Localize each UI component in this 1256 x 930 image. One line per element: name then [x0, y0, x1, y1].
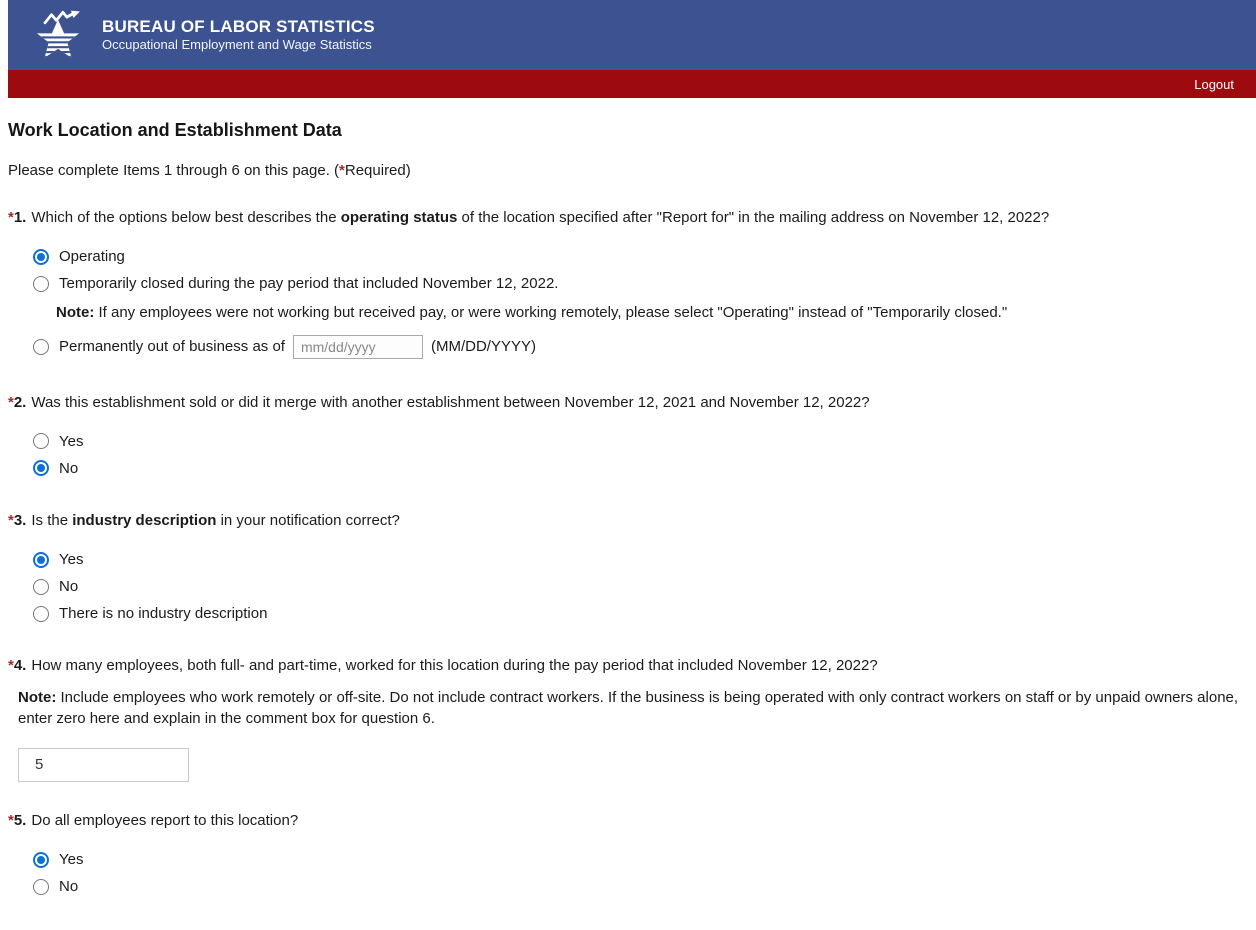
option-label: Yes — [59, 551, 84, 568]
question-2 — [8, 393, 1248, 482]
question-number: 5. — [13, 811, 27, 829]
option-label: Yes — [59, 851, 84, 868]
question-1-options — [8, 243, 1248, 363]
question-number: 4. — [13, 657, 27, 674]
date-format-hint: (MM/DD/YYYY) — [430, 338, 536, 355]
option-label: Yes — [59, 432, 84, 450]
q3-option-no[interactable] — [33, 573, 1248, 600]
note-label: Note: — [18, 689, 57, 707]
question-text-bold: operating status — [340, 209, 458, 226]
question-2-label — [8, 393, 1248, 413]
question-text-bold: industry description — [72, 511, 217, 529]
radio-button-icon[interactable] — [33, 276, 49, 292]
radio-button-icon[interactable] — [33, 339, 49, 355]
brand-subtitle: Occupational Employment and Wage Statistics — [102, 37, 372, 53]
question-4 — [8, 656, 1248, 782]
question-5-label — [8, 811, 1248, 831]
q5-option-yes[interactable] — [33, 846, 1248, 873]
question-number: 2. — [13, 393, 27, 411]
radio-button-icon[interactable] — [33, 552, 49, 568]
q1-note — [56, 303, 1248, 323]
required-asterisk: * — [8, 657, 14, 674]
option-label: No — [59, 459, 79, 477]
question-number: 3. — [13, 511, 27, 529]
required-asterisk: * — [339, 162, 345, 179]
q3-option-no-industry-description[interactable] — [33, 600, 1248, 627]
question-2-options — [8, 428, 1248, 482]
question-text: in your notification correct? — [216, 511, 400, 529]
intro-text — [8, 162, 1248, 179]
q4-note — [18, 688, 1248, 729]
question-text: Was this establishment sold or did it merge with another establishment between November 12, 2021 and November 12, 2022? — [31, 393, 870, 411]
question-text: Do all employees report to this location? — [31, 811, 299, 829]
q1-option-out-of-business[interactable] — [33, 330, 1248, 364]
required-asterisk: * — [8, 209, 14, 226]
option-label: Permanently out of business as of — [59, 338, 285, 355]
question-3 — [8, 511, 1248, 627]
intro-suffix: Required) — [344, 162, 411, 179]
question-5-options — [8, 846, 1248, 900]
q1-option-operating[interactable] — [33, 243, 1248, 270]
question-4-label — [8, 656, 1248, 676]
question-1-label — [8, 208, 1248, 228]
option-label: There is no industry description — [59, 605, 268, 622]
radio-button-icon[interactable] — [33, 249, 49, 265]
question-text: Is the — [31, 511, 73, 529]
question-number: 1. — [13, 209, 27, 226]
utility-bar — [8, 70, 1256, 98]
required-asterisk: * — [8, 811, 14, 829]
option-label: Operating — [59, 248, 125, 266]
survey-form — [8, 120, 1248, 930]
radio-button-icon[interactable] — [33, 460, 49, 476]
employee-count-input[interactable] — [18, 748, 189, 782]
question-text: Which of the options below best describes the — [31, 209, 341, 226]
q3-option-yes[interactable] — [33, 546, 1248, 573]
required-asterisk: * — [8, 393, 14, 411]
q1-option-temporarily-closed[interactable] — [33, 270, 1248, 297]
q2-option-yes[interactable] — [33, 428, 1248, 455]
radio-button-icon[interactable] — [33, 433, 49, 449]
question-3-options — [8, 546, 1248, 627]
option-label: No — [59, 878, 79, 895]
radio-button-icon[interactable] — [33, 879, 49, 895]
question-5 — [8, 811, 1248, 900]
out-of-business-date-input[interactable] — [293, 335, 423, 359]
bls-logo-icon — [32, 7, 84, 63]
question-text: How many employees, both full- and part-time, worked for this location during the pay period that included November 12, 2022? — [31, 657, 878, 674]
question-text: of the location specified after "Report for" in the mailing address on November 12, 2022? — [457, 209, 1050, 226]
brand-title: BUREAU OF LABOR STATISTICS — [102, 16, 375, 36]
intro-prefix: Please complete Items 1 through 6 on this page. ( — [8, 162, 340, 179]
question-1 — [8, 208, 1248, 364]
app-header — [8, 0, 1256, 70]
note-text: Include employees who work remotely or off-site. Do not include contract workers. If the business is being operated with only contract workers on staff or by unpaid owners alone, enter zero here and explain in the comment box for question 6. — [18, 689, 1239, 727]
question-3-label — [8, 511, 1248, 531]
note-text: If any employees were not working but received pay, or were working remotely, please select "Operating" instead of "Temporarily closed." — [94, 304, 1008, 322]
q2-option-no[interactable] — [33, 455, 1248, 482]
option-label: Temporarily closed during the pay period that included November 12, 2022. — [59, 275, 559, 293]
q5-option-no[interactable] — [33, 873, 1248, 900]
radio-button-icon[interactable] — [33, 852, 49, 868]
note-label: Note: — [56, 304, 95, 322]
option-label: No — [59, 578, 79, 595]
page-title: Work Location and Establishment Data — [8, 120, 342, 140]
required-asterisk: * — [8, 511, 14, 529]
radio-button-icon[interactable] — [33, 606, 49, 622]
logout-link[interactable]: Logout — [1194, 76, 1234, 92]
radio-button-icon[interactable] — [33, 579, 49, 595]
